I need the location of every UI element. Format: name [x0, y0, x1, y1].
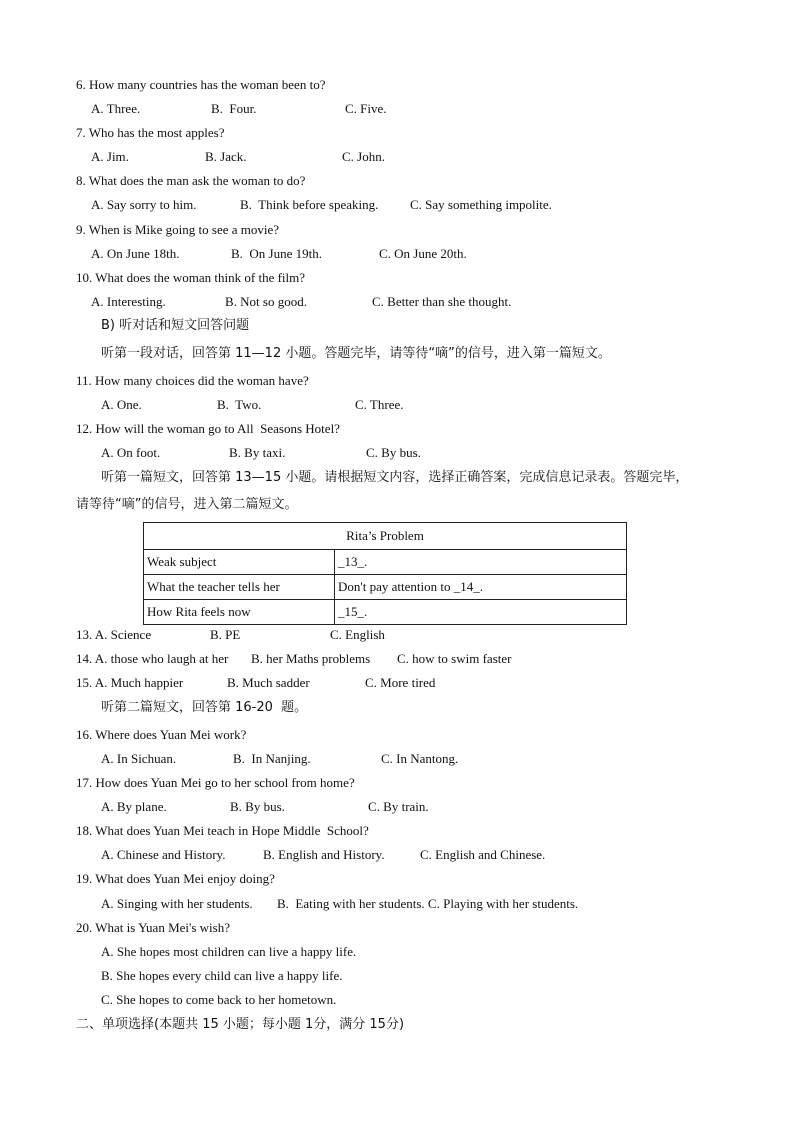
question-7: 7. Who has the most apples? [76, 125, 225, 140]
question-19: 19. What does Yuan Mei enjoy doing? [76, 871, 275, 886]
rita-problem-table [143, 522, 627, 625]
q7-option-c: C. John. [342, 149, 385, 164]
q16-option-c: C. In Nantong. [381, 751, 459, 766]
q8-option-a: A. Say sorry to him. [91, 197, 197, 212]
q9-option-c: C. On June 20th. [379, 246, 467, 261]
question-8: 8. What does the man ask the woman to do? [76, 173, 306, 188]
q16-option-a: A. In Sichuan. [101, 751, 177, 766]
q20-option-a: A. She hopes most children can live a happy life. [101, 944, 357, 959]
section-2-heading: 二、单项选择(本题共 15 小题；每小题 1分，满分 15分) [76, 1017, 405, 1032]
q11-option-a: A. One. [101, 397, 142, 412]
instruction-passage-2: 听第二篇短文，回答第 16-20 题。 [101, 700, 308, 715]
question-6: 6. How many countries has the woman been to? [76, 77, 326, 92]
q15-option-b: B. Much sadder [227, 675, 310, 690]
table-row [144, 600, 627, 625]
q13-option-b: B. PE [210, 627, 241, 642]
table-cell-value: _15_. [335, 600, 627, 625]
q17-option-c: C. By train. [368, 799, 429, 814]
q18-option-c: C. English and Chinese. [420, 847, 546, 862]
q15-option-c: C. More tired [365, 675, 436, 690]
q8-option-b: B. Think before speaking. [240, 197, 379, 212]
q6-option-a: A. Three. [91, 101, 141, 116]
q14-option-c: C. how to swim faster [397, 651, 512, 666]
table-row [144, 575, 627, 600]
q10-option-a: A. Interesting. [91, 294, 166, 309]
q12-option-a: A. On foot. [101, 445, 161, 460]
q10-option-b: B. Not so good. [225, 294, 307, 309]
q19-option-b-c: B. Eating with her students. C. Playing with her students. [277, 896, 579, 911]
question-11: 11. How many choices did the woman have? [76, 373, 309, 388]
q18-option-b: B. English and History. [263, 847, 385, 862]
instruction-passage-1: 听第一篇短文，回答第 13—15 小题。请根据短文内容，选择正确答案，完成信息记录表。答题完毕， [101, 470, 689, 485]
table-cell-value: Don't pay attention to _14_. [335, 575, 627, 600]
q19-option-a: A. Singing with her students. [101, 896, 253, 911]
table-cell-value: _13_. [335, 550, 627, 575]
question-17: 17. How does Yuan Mei go to her school from home? [76, 775, 355, 790]
table-cell-label: Weak subject [144, 550, 335, 575]
part-b-heading: B) 听对话和短文回答问题 [101, 318, 250, 333]
question-16: 16. Where does Yuan Mei work? [76, 727, 247, 742]
q9-option-a: A. On June 18th. [91, 246, 180, 261]
q7-option-b: B. Jack. [205, 149, 247, 164]
q17-option-a: A. By plane. [101, 799, 167, 814]
q13-option-a: 13. A. Science [76, 627, 152, 642]
question-9: 9. When is Mike going to see a movie? [76, 222, 280, 237]
q8-option-c: C. Say something impolite. [410, 197, 552, 212]
table-cell-label: How Rita feels now [144, 600, 335, 625]
q14-option-a: 14. A. those who laugh at her [76, 651, 229, 666]
table-title: Rita’s Problem [144, 523, 627, 550]
instruction-passage-1-cont: 请等待“嘀”的信号，进入第二篇短文。 [76, 497, 298, 512]
q10-option-c: C. Better than she thought. [372, 294, 512, 309]
q6-option-b: B. Four. [211, 101, 257, 116]
q11-option-b: B. Two. [217, 397, 262, 412]
q11-option-c: C. Three. [355, 397, 404, 412]
q14-option-b: B. her Maths problems [251, 651, 371, 666]
q15-option-a: 15. A. Much happier [76, 675, 184, 690]
q7-option-a: A. Jim. [91, 149, 129, 164]
q20-option-b: B. She hopes every child can live a happy life. [101, 968, 343, 983]
q12-option-b: B. By taxi. [229, 445, 286, 460]
instruction-dialogue-1: 听第一段对话，回答第 11—12 小题。答题完毕，请等待“嘀”的信号，进入第一篇短文。 [101, 346, 611, 361]
question-12: 12. How will the woman go to All Seasons Hotel? [76, 421, 340, 436]
q20-option-c: C. She hopes to come back to her hometown. [101, 992, 337, 1007]
q16-option-b: B. In Nanjing. [233, 751, 311, 766]
q13-option-c: C. English [330, 627, 385, 642]
q6-option-c: C. Five. [345, 101, 387, 116]
table-cell-label: What the teacher tells her [144, 575, 335, 600]
question-10: 10. What does the woman think of the film? [76, 270, 306, 285]
table-row [144, 550, 627, 575]
q12-option-c: C. By bus. [366, 445, 421, 460]
question-20: 20. What is Yuan Mei's wish? [76, 920, 230, 935]
q18-option-a: A. Chinese and History. [101, 847, 226, 862]
q17-option-b: B. By bus. [230, 799, 285, 814]
q9-option-b: B. On June 19th. [231, 246, 322, 261]
question-18: 18. What does Yuan Mei teach in Hope Middle School? [76, 823, 369, 838]
